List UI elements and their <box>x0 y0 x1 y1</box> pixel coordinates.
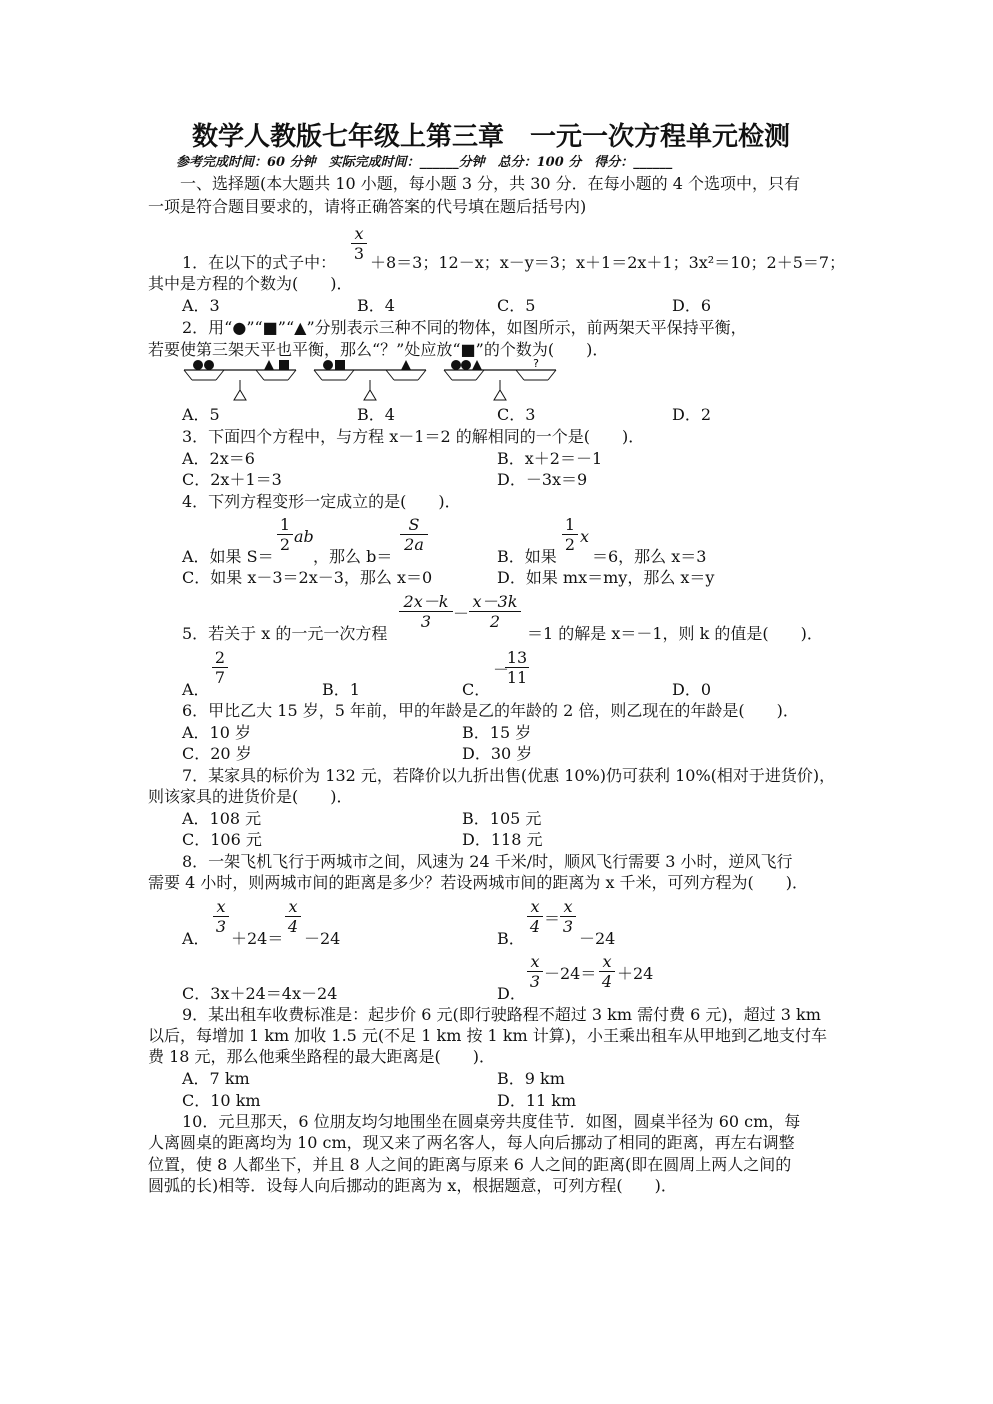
q5-c-lead: C． <box>462 680 491 699</box>
balance-scale-2 <box>314 360 426 400</box>
q4-a-lead: A．如果 S＝ <box>182 547 274 566</box>
q8-d-num1: x <box>530 952 540 971</box>
q8-a-den1: 3 <box>215 917 227 936</box>
q5-a-lead: A． <box>182 680 210 699</box>
exam-meta: 参考完成时间：60 分钟 实际完成时间：______分钟 总分：100 分 得分：______ <box>176 155 673 170</box>
balance-scale-1 <box>184 360 296 400</box>
q6-line1: 6．甲比乙大 15 岁，5 年前，甲的年龄是乙的年龄的 2 倍，则乙现在的年龄是( )． <box>182 701 799 720</box>
q4-b-lead: B．如果 <box>497 547 557 566</box>
circle-icon <box>323 360 333 370</box>
q8-b-fraction1 <box>527 897 543 936</box>
circle-icon <box>461 360 471 370</box>
q5-fraction2 <box>469 592 521 631</box>
q8-d-mid: －24＝ <box>544 964 597 983</box>
q5-a-fraction <box>212 648 228 687</box>
q8-d-lead: D． <box>497 984 526 1003</box>
q8-a-mid: ＋24＝ <box>231 929 284 948</box>
q4-a-fraction2 <box>400 515 428 554</box>
q5-f1-den: 3 <box>420 612 432 631</box>
q8-d-den1: 3 <box>529 972 541 991</box>
q1-line2: 其中是方程的个数为( )． <box>148 274 353 293</box>
q2-option-a: A．5 <box>182 405 220 424</box>
q5-c-num: 13 <box>506 648 528 667</box>
q3-option-c: C．2x＋1＝3 <box>182 470 282 489</box>
q1-option-c: C．5 <box>497 296 536 315</box>
q8-line2: 需要 4 小时，则两城市间的距离是多少？若设两城市间的距离为 x 千米，可列方程为( )． <box>148 873 809 892</box>
q8-b-num1: x <box>530 897 540 916</box>
q8-b-den1: 4 <box>529 917 541 936</box>
q8-a-fraction2 <box>285 897 301 936</box>
q4-a-mid: ，那么 b＝ <box>313 547 393 566</box>
q5-minus: － <box>453 604 470 623</box>
q5-rest: ＝1 的解是 x＝－1，则 k 的值是( )． <box>527 624 823 643</box>
q8-b-den2: 3 <box>562 917 574 936</box>
q8-d-num2: x <box>602 952 612 971</box>
q5-a-den: 7 <box>214 668 226 687</box>
q9-line3: 费 18 元，那么他乘坐路程的最大距离是( )． <box>148 1047 496 1066</box>
balance-scale-3 <box>444 357 556 400</box>
section-heading-line1: 一、选择题(本大题共 10 小题，每小题 3 分，共 30 分．在每小题的 4 个选项中，只有 <box>180 174 801 193</box>
q4-a-fraction1 <box>277 515 293 554</box>
q1-option-b: B．4 <box>357 296 395 315</box>
triangle-icon <box>472 360 482 370</box>
q7-option-b: B．105 元 <box>462 809 542 828</box>
q4-a-f2-den: 2a <box>404 535 424 554</box>
q1-rest: ＋8＝3；12－x；x－y＝3；x＋1＝2x＋1；3x²＝10；2＋5＝7； <box>370 253 846 272</box>
q4-option-d: D．如果 mx＝my，那么 x＝y <box>497 568 715 587</box>
section-heading-line2: 一项是符合题目要求的，请将正确答案的代号填在题后括号内) <box>148 197 587 216</box>
circle-icon <box>193 360 203 370</box>
q7-line1: 7．某家具的标价为 132 元，若降价以九折出售(优惠 10%)仍可获利 10%(相对于进货价)， <box>182 766 836 785</box>
q5-option-b: B．1 <box>322 680 360 699</box>
q9-option-d: D．11 km <box>497 1091 577 1110</box>
q3-option-a: A．2x＝6 <box>182 449 255 468</box>
q5-a-num: 2 <box>214 648 226 667</box>
q7-line2: 则该家具的进货价是( )． <box>148 787 353 806</box>
q6-option-a: A．10 岁 <box>182 723 252 742</box>
q4-option-c: C．如果 x－3＝2x－3，那么 x＝0 <box>182 568 433 587</box>
q5-option-d: D．0 <box>672 680 712 699</box>
q9-option-b: B．9 km <box>497 1069 565 1088</box>
q9-option-c: C．10 km <box>182 1091 261 1110</box>
q7-option-a: A．108 元 <box>182 809 262 828</box>
q8-d-fraction2 <box>599 952 615 991</box>
q2-line1: 2．用“●”“■”“▲”分别表示三种不同的物体，如图所示，前两架天平保持平衡， <box>182 318 747 337</box>
q8-b-eq: ＝ <box>544 909 561 928</box>
triangle-icon <box>264 360 274 370</box>
q5-fraction1 <box>399 592 453 631</box>
q8-a-num1: x <box>216 897 226 916</box>
q2-question-mark: ? <box>533 357 539 370</box>
q9-line1: 9．某出租车收费标准是：起步价 6 元(即行驶路程不超过 3 km 需付费 6 元)，超过 3 km <box>182 1005 821 1024</box>
square-icon <box>279 360 289 370</box>
balance-scales-figure <box>180 356 580 404</box>
q6-option-d: D．30 岁 <box>462 744 533 763</box>
q1-option-d: D．6 <box>672 296 712 315</box>
q10-line3: 位置，使 8 人都坐下，并且 8 人之间的距离与原来 6 人之间的距离(即在圆周上两人之间的 <box>148 1155 792 1174</box>
q4-a-f2-num: S <box>408 515 420 534</box>
q5-f1-num: 2x－k <box>403 592 449 611</box>
q8-line1: 8．一架飞机飞行于两城市之间，风速为 24 千米/时，顺风飞行需要 3 小时，逆风飞行 <box>182 852 793 871</box>
square-icon <box>335 360 345 370</box>
q5-c-fraction <box>505 648 529 687</box>
q8-a-lead: A． <box>182 929 210 948</box>
q9-option-a: A．7 km <box>182 1069 250 1088</box>
q8-b-fraction2 <box>560 897 576 936</box>
q8-d-fraction1 <box>527 952 543 991</box>
q3-line1: 3．下面四个方程中，与方程 x－1＝2 的解相同的一个是( )． <box>182 427 645 446</box>
q8-a-fraction1 <box>213 897 229 936</box>
q7-option-d: D．118 元 <box>462 830 543 849</box>
q8-option-c: C．3x＋24＝4x－24 <box>182 984 338 1003</box>
circle-icon <box>451 360 461 370</box>
q10-line1: 10．元旦那天，6 位朋友均匀地围坐在圆桌旁共度佳节．如图，圆桌半径为 60 cm，每 <box>182 1112 801 1131</box>
q4-b-rest: ＝6，那么 x＝3 <box>592 547 707 566</box>
q2-line2: 若要使第三架天平也平衡，那么“？”处应放“■”的个数为( )． <box>148 340 609 359</box>
q8-d-end: ＋24 <box>617 964 654 983</box>
q4-b-f-den: 2 <box>564 535 576 554</box>
q8-a-num2: x <box>288 897 298 916</box>
q8-d-den2: 4 <box>601 972 613 991</box>
q5-f2-num: x－3k <box>472 592 518 611</box>
q5-c-sign: － <box>493 660 510 679</box>
q4-a-f1-den: 2 <box>279 535 291 554</box>
q4-b-f-num: 1 <box>564 515 576 534</box>
q8-a-end: －24 <box>304 929 341 948</box>
q8-b-end: －24 <box>579 929 616 948</box>
q6-option-b: B．15 岁 <box>462 723 532 742</box>
q1-frac-num: x <box>354 224 364 243</box>
q4-b-fraction <box>562 515 578 554</box>
triangle-icon <box>401 360 411 370</box>
q8-b-lead: B． <box>497 929 525 948</box>
q7-option-c: C．106 元 <box>182 830 262 849</box>
q2-option-b: B．4 <box>357 405 395 424</box>
q3-option-b: B．x＋2＝－1 <box>497 449 603 468</box>
q2-option-c: C．3 <box>497 405 536 424</box>
q10-line4: 圆弧的长)相等．设每人向后挪动的距离为 x，根据题意，可列方程( )． <box>148 1176 677 1195</box>
q6-option-c: C．20 岁 <box>182 744 252 763</box>
circle-icon <box>204 360 214 370</box>
q4-line1: 4．下列方程变形一定成立的是( )． <box>182 492 461 511</box>
q4-b-x: x <box>580 527 590 546</box>
q1-fraction <box>351 224 367 263</box>
q8-a-den2: 4 <box>287 917 299 936</box>
q10-line2: 人离圆桌的距离均为 10 cm，现又来了两名客人，每人向后挪动了相同的距离，再左右调整 <box>148 1133 795 1152</box>
q9-line2: 以后，每增加 1 km 加收 1.5 元(不足 1 km 按 1 km 计算)，小王乘出租车从甲地到乙地支付车 <box>148 1026 828 1045</box>
q4-a-f1-num: 1 <box>279 515 291 534</box>
q4-a-ab: ab <box>294 527 314 546</box>
q1-lead: 1．在以下的式子中： <box>182 253 337 272</box>
q1-frac-den: 3 <box>353 244 365 263</box>
q2-option-d: D．2 <box>672 405 712 424</box>
q8-b-num2: x <box>563 897 573 916</box>
page-title: 数学人教版七年级上第三章 一元一次方程单元检测 <box>192 122 791 152</box>
q5-c-den: 11 <box>506 668 528 687</box>
q1-option-a: A．3 <box>182 296 220 315</box>
q3-option-d: D．－3x＝9 <box>497 470 588 489</box>
q5-f2-den: 2 <box>489 612 501 631</box>
q5-lead: 5．若关于 x 的一元一次方程 <box>182 624 388 643</box>
